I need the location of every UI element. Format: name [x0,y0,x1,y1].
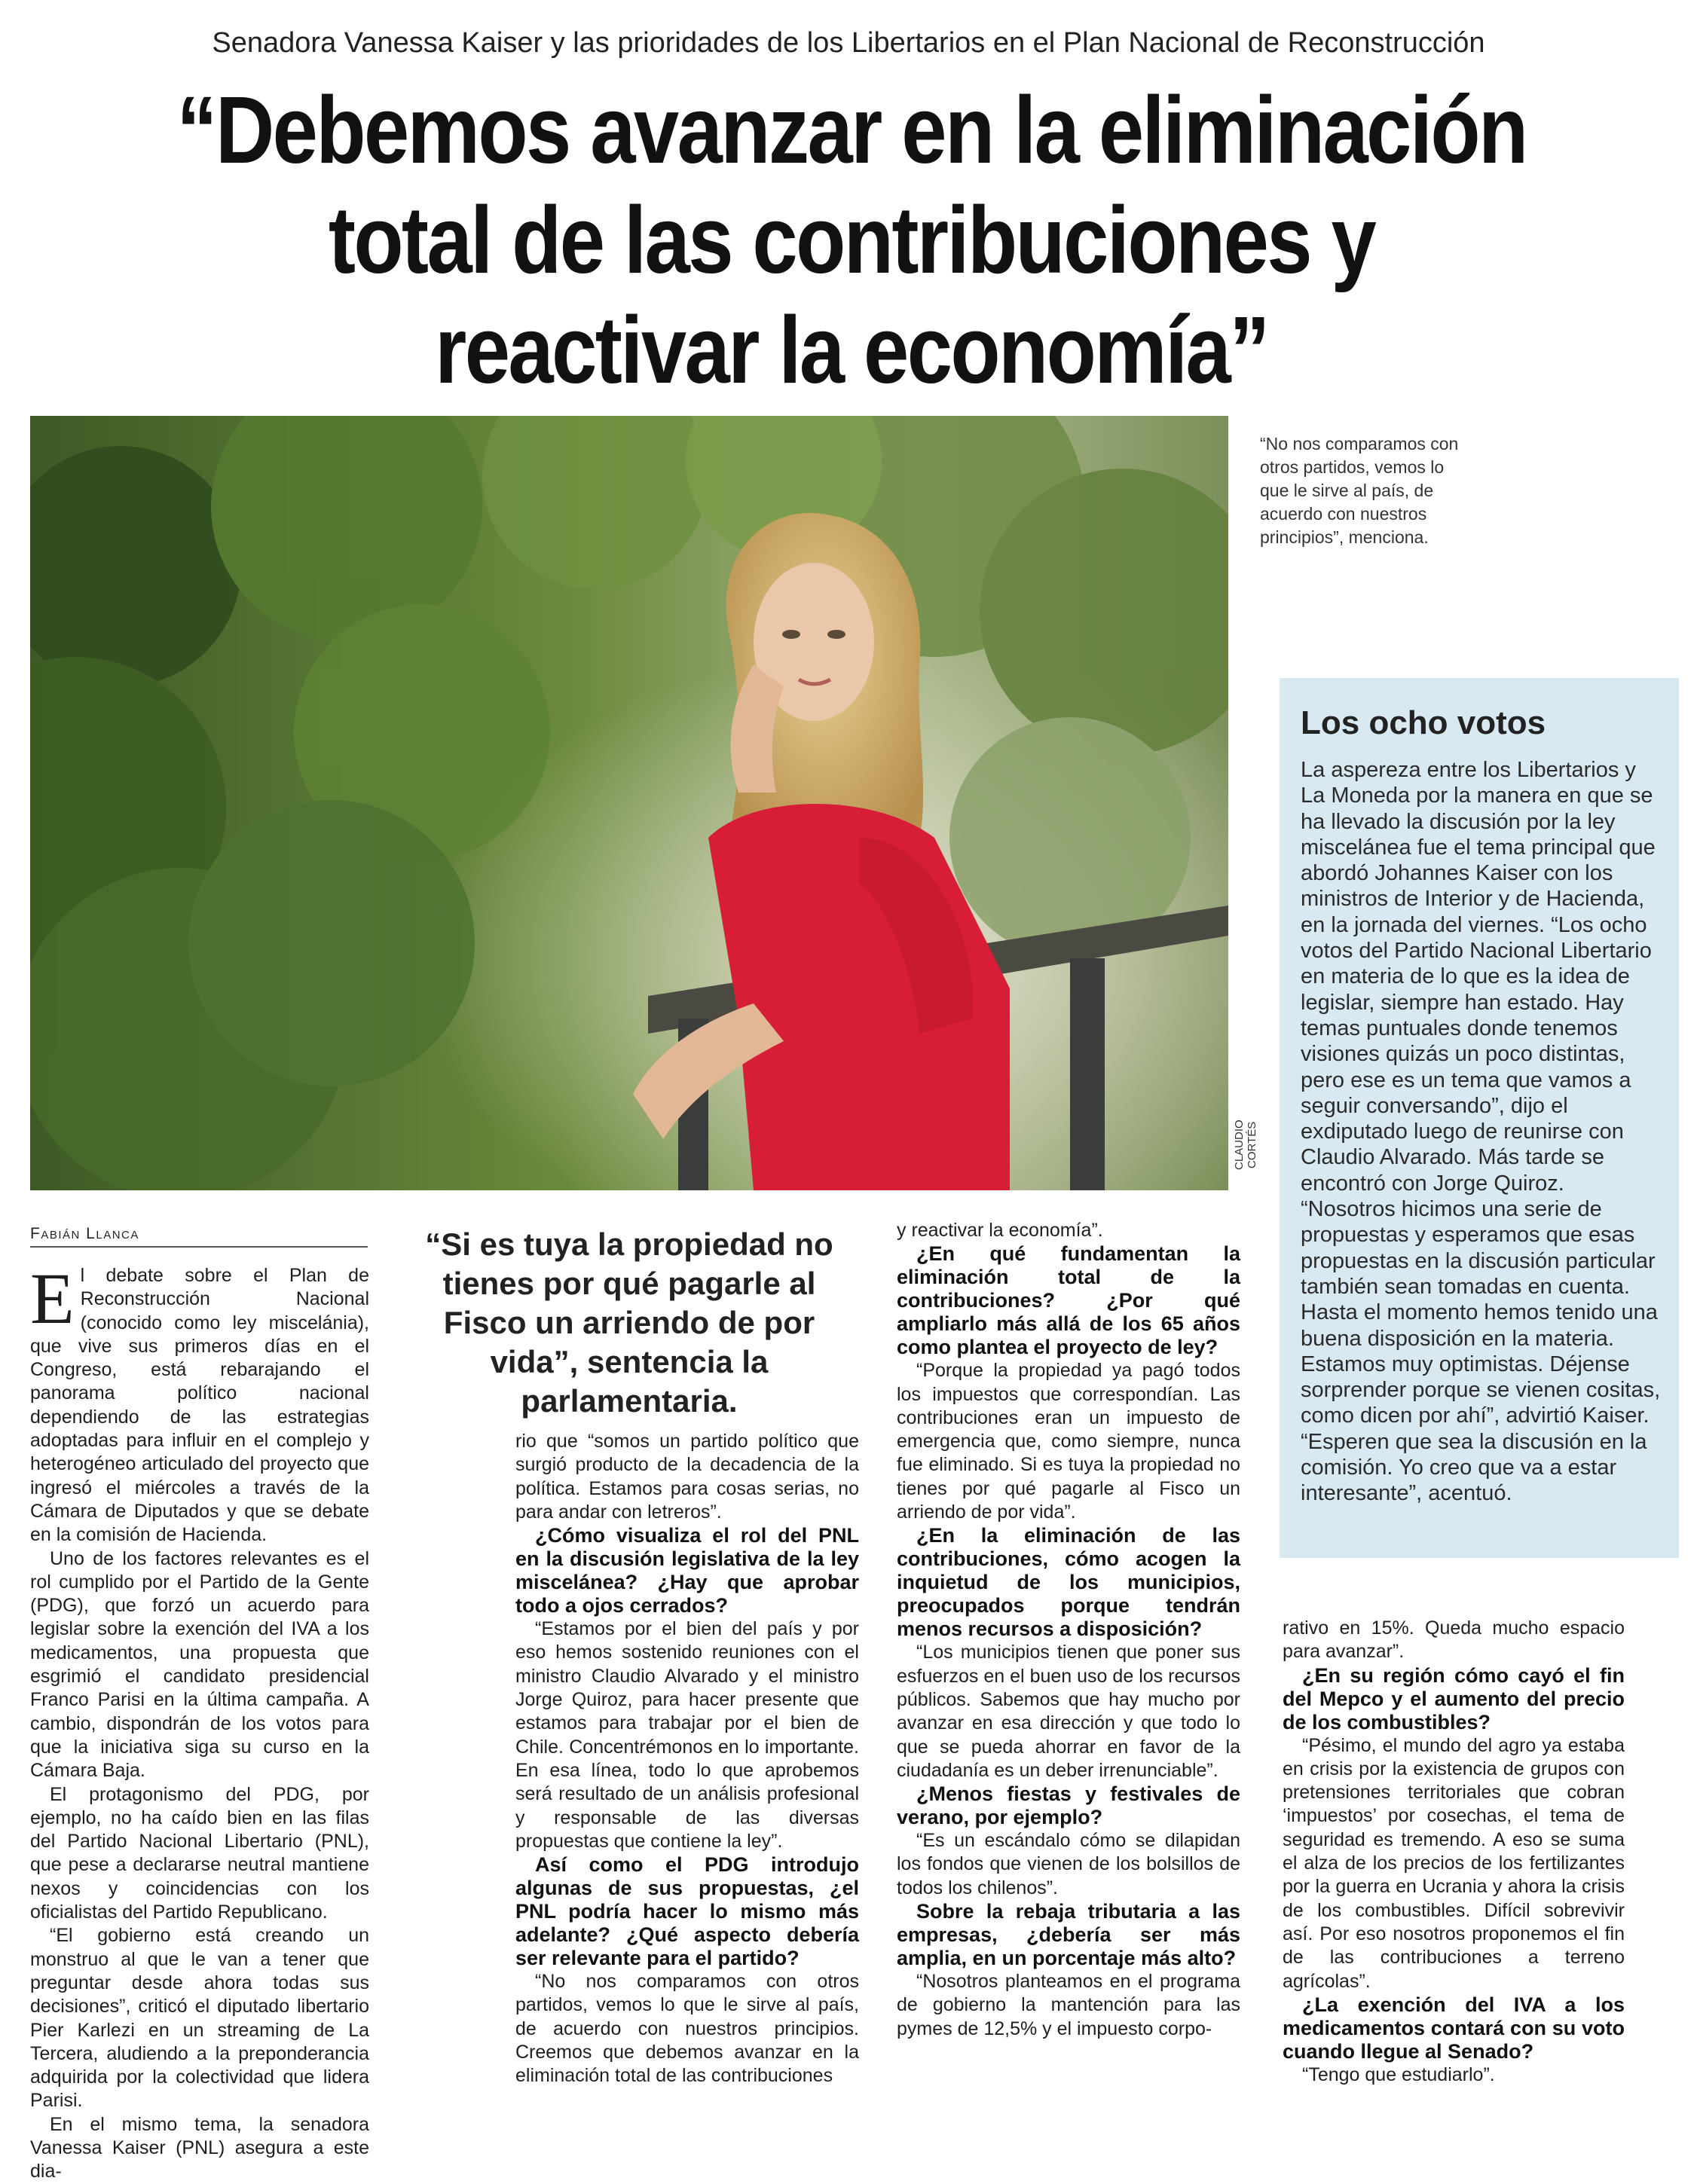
article-column-1 [30,1258,369,2184]
drop-cap: E [30,1258,75,1339]
interview-question: ¿Menos fiestas y festivales de verano, por ejemplo? [897,1782,1240,1829]
interview-question: ¿En su región cómo cayó el fin del Mepco y el aumento del precio de los combustibles? [1283,1663,1625,1733]
interview-question: Sobre la rebaja tributaria a las empresas, ¿debería ser más amplia, en un porcentaje más alto? [897,1900,1240,1970]
interview-question: ¿En qué fundamentan la eliminación total de la contribuciones? ¿Por qué ampliarlo más allá de los 65 años como plantea el proyecto de ley? [897,1242,1240,1359]
article-column-2 [515,1430,859,2088]
article-column-4 [1283,1617,1625,2087]
paragraph: l debate sobre el Plan de Reconstrucción Nacional (conocido como ley miscelánia), que vive sus primeros días en el Congreso, está rebarajando el panorama político nacional dependiendo de las estrategias adoptadas para influir en el complejo y heterogéneo articulado del proyecto que ingresó el miércoles a través de la Cámara de Diputados y que se debate en la comisión de Hacienda. [30,1265,369,1546]
pull-quote: “Si es tuya la propiedad no tienes por qué pagarle al Fisco un arriendo de por vida”, sentencia la parlamentaria. [425,1226,833,1419]
interview-answer: “Pésimo, el mundo del agro ya estaba en crisis por la existencia de grupos con pretensiones territoriales que cobran ‘impuestos’ por cosechas, el tema de seguridad es tremendo. A eso se suma el alza de los precios de los fertilizantes por la guerra en Ucrania y ahora la crisis de los combustibles. Difícil sobrevivir así. Por eso nosotros proponemos el fin de las contribuciones a terreno agrícolas”. [1283,1734,1625,1992]
paragraph: y reactivar la economía”. [897,1220,1103,1241]
portrait-photo [30,416,1228,1190]
interview-question: ¿En la eliminación de las contribuciones, cómo acogen la inquietud de los municipios, preocupados porque tendrán menos recursos a disposición? [897,1524,1240,1641]
interview-answer: “Tengo que estudiarlo”. [1302,2063,1495,2085]
paragraph: rio que “somos un partido político que surgió producto de la decadencia de la política. Estamos para cosas serias, no para andar con letreros”. [515,1431,859,1523]
interview-question: ¿Cómo visualiza el rol del PNL en la discusión legislativa de la ley miscelánea? ¿Hay que aprobar todo a ojos cerrados? [515,1524,859,1617]
article-headline: “Debemos avanzar en la eliminación total de las contribuciones y reactivar la economía” [176,77,1527,403]
paragraph: En el mismo tema, la senadora Vanessa Kaiser (PNL) asegura a este dia- [30,2113,369,2182]
interview-answer: “Estamos por el bien del país y por eso hemos sostenido reuniones con el ministro Claudio Alvarado y el ministro Jorge Quiroz, para hacer presente que estamos para trabajar por el bien de Chile. Concentrémonos en lo importante. En esa línea, todo lo que aprobemos será resultado de un análisis profesional y responsable de las diversas propuestas que contiene la ley”. [515,1618,859,1852]
byline: Fabián Llanca [30,1225,368,1248]
interview-answer: “Porque la propiedad ya pagó todos los impuestos que correspondían. Las contribuciones eran un impuesto de emergencia que, como siempre, nunca fue eliminado. Si es tuya la propiedad no tienes por qué pagarle al Fisco un arriendo de por vida”. [897,1360,1240,1523]
interview-answer: “Los municipios tienen que poner sus esfuerzos en el buen uso de los recursos públicos. Sabemos que hay mucho por avanzar en esa dirección y que todo lo que se pueda ahorrar en favor de la ciudadanía es un deber irrenunciable”. [897,1642,1240,1781]
article-column-3 [897,1219,1240,2041]
paragraph: El protagonismo del PDG, por ejemplo, no ha caído bien en las filas del Partido Nacional Libertario (PNL), que pese a declararse neutral mantiene nexos y coincidencias con los oficialistas del Partido Republicano. [30,1783,369,1923]
paragraph: rativo en 15%. Queda mucho espacio para avanzar”. [1283,1617,1625,1663]
sidebar-body: La aspereza entre los Libertarios y La Moneda por la manera en que se ha llevado la discusión por la ley miscelánea fue el tema principal que abordó Johannes Kaiser con los ministros de Interior y de Hacienda, en la jornada del viernes. “Los ocho votos del Partido Nacional Libertario en materia de lo que es la idea de legislar, siempre han estado. Hay temas puntuales donde tenemos visiones quizás un poco distintas, pero ese es un tema que vamos a seguir conversando”, dijo el exdiputado luego de reunirse con Claudio Alvarado. Más tarde se encontró con Jorge Quiroz. “Nosotros hicimos una serie de propuestas y esperamos que esas propuestas en la discusión particular también sean tomadas en cuenta. Hasta el momento hemos tenido una buena disposición en la materia. Estamos muy optimistas. Déjense sorprender porque se vienen cositas, como dicen por ahí”, advirtió Kaiser. “Esperen que sea la discusión en la comisión. Yo creo que va a estar interesante”, acentuó. [1301,758,1661,1506]
interview-answer: “Es un escándalo cómo se dilapidan los fondos que vienen de los bolsillos de todos los chilenos”. [897,1830,1240,1898]
article-kicker: Senadora Vanessa Kaiser y las prioridades de los Libertarios en el Plan Nacional de Reconstrucción [212,27,1485,59]
interview-answer: “Nosotros planteamos en el programa de gobierno la mantención para las pymes de 12,5% y el impuesto corpo- [897,1971,1240,2039]
photo-caption: “No nos comparamos con otros partidos, vemos lo que le sirve al país, de acuerdo con nuestros principios”, menciona. [1260,434,1459,547]
photo-credit: CLAUDIO CORTÉS [1233,1119,1258,1171]
interview-answer: “No nos comparamos con otros partidos, vemos lo que le sirve al país, de acuerdo con nuestros principios. Creemos que debemos avanzar en la eliminación total de las contribuciones [515,1971,859,2087]
interview-question: ¿La exención del IVA a los medicamentos contará con su voto cuando llegue al Senado? [1283,1993,1625,2063]
paragraph: Uno de los factores relevantes es el rol cumplido por el Partido de la Gente (PDG), que forzó un acuerdo para legislar sobre la exención del IVA a los medicamentos, una propuesta que esgrimió el candidato presidencial Franco Parisi en la última campaña. A cambio, dispondrán de los votos para que la iniciativa siga su curso en la Cámara Baja. [30,1547,369,1782]
interview-question: Así como el PDG introdujo algunas de sus propuestas, ¿el PNL podría hacer lo mismo más adelante? ¿Qué aspecto debería ser relevante para el partido? [515,1853,859,1970]
article-photo [30,416,1228,1190]
sidebar-title: Los ocho votos [1301,704,1546,741]
paragraph: “El gobierno está creando un monstruo al que le van a tener que preguntar desde ahora todas sus decisiones”, criticó el diputado libertario Pier Karlezi en un streaming de La Tercera, aludiendo a la preponderancia adquirida por la colectividad que lidera Parisi. [30,1925,369,2112]
